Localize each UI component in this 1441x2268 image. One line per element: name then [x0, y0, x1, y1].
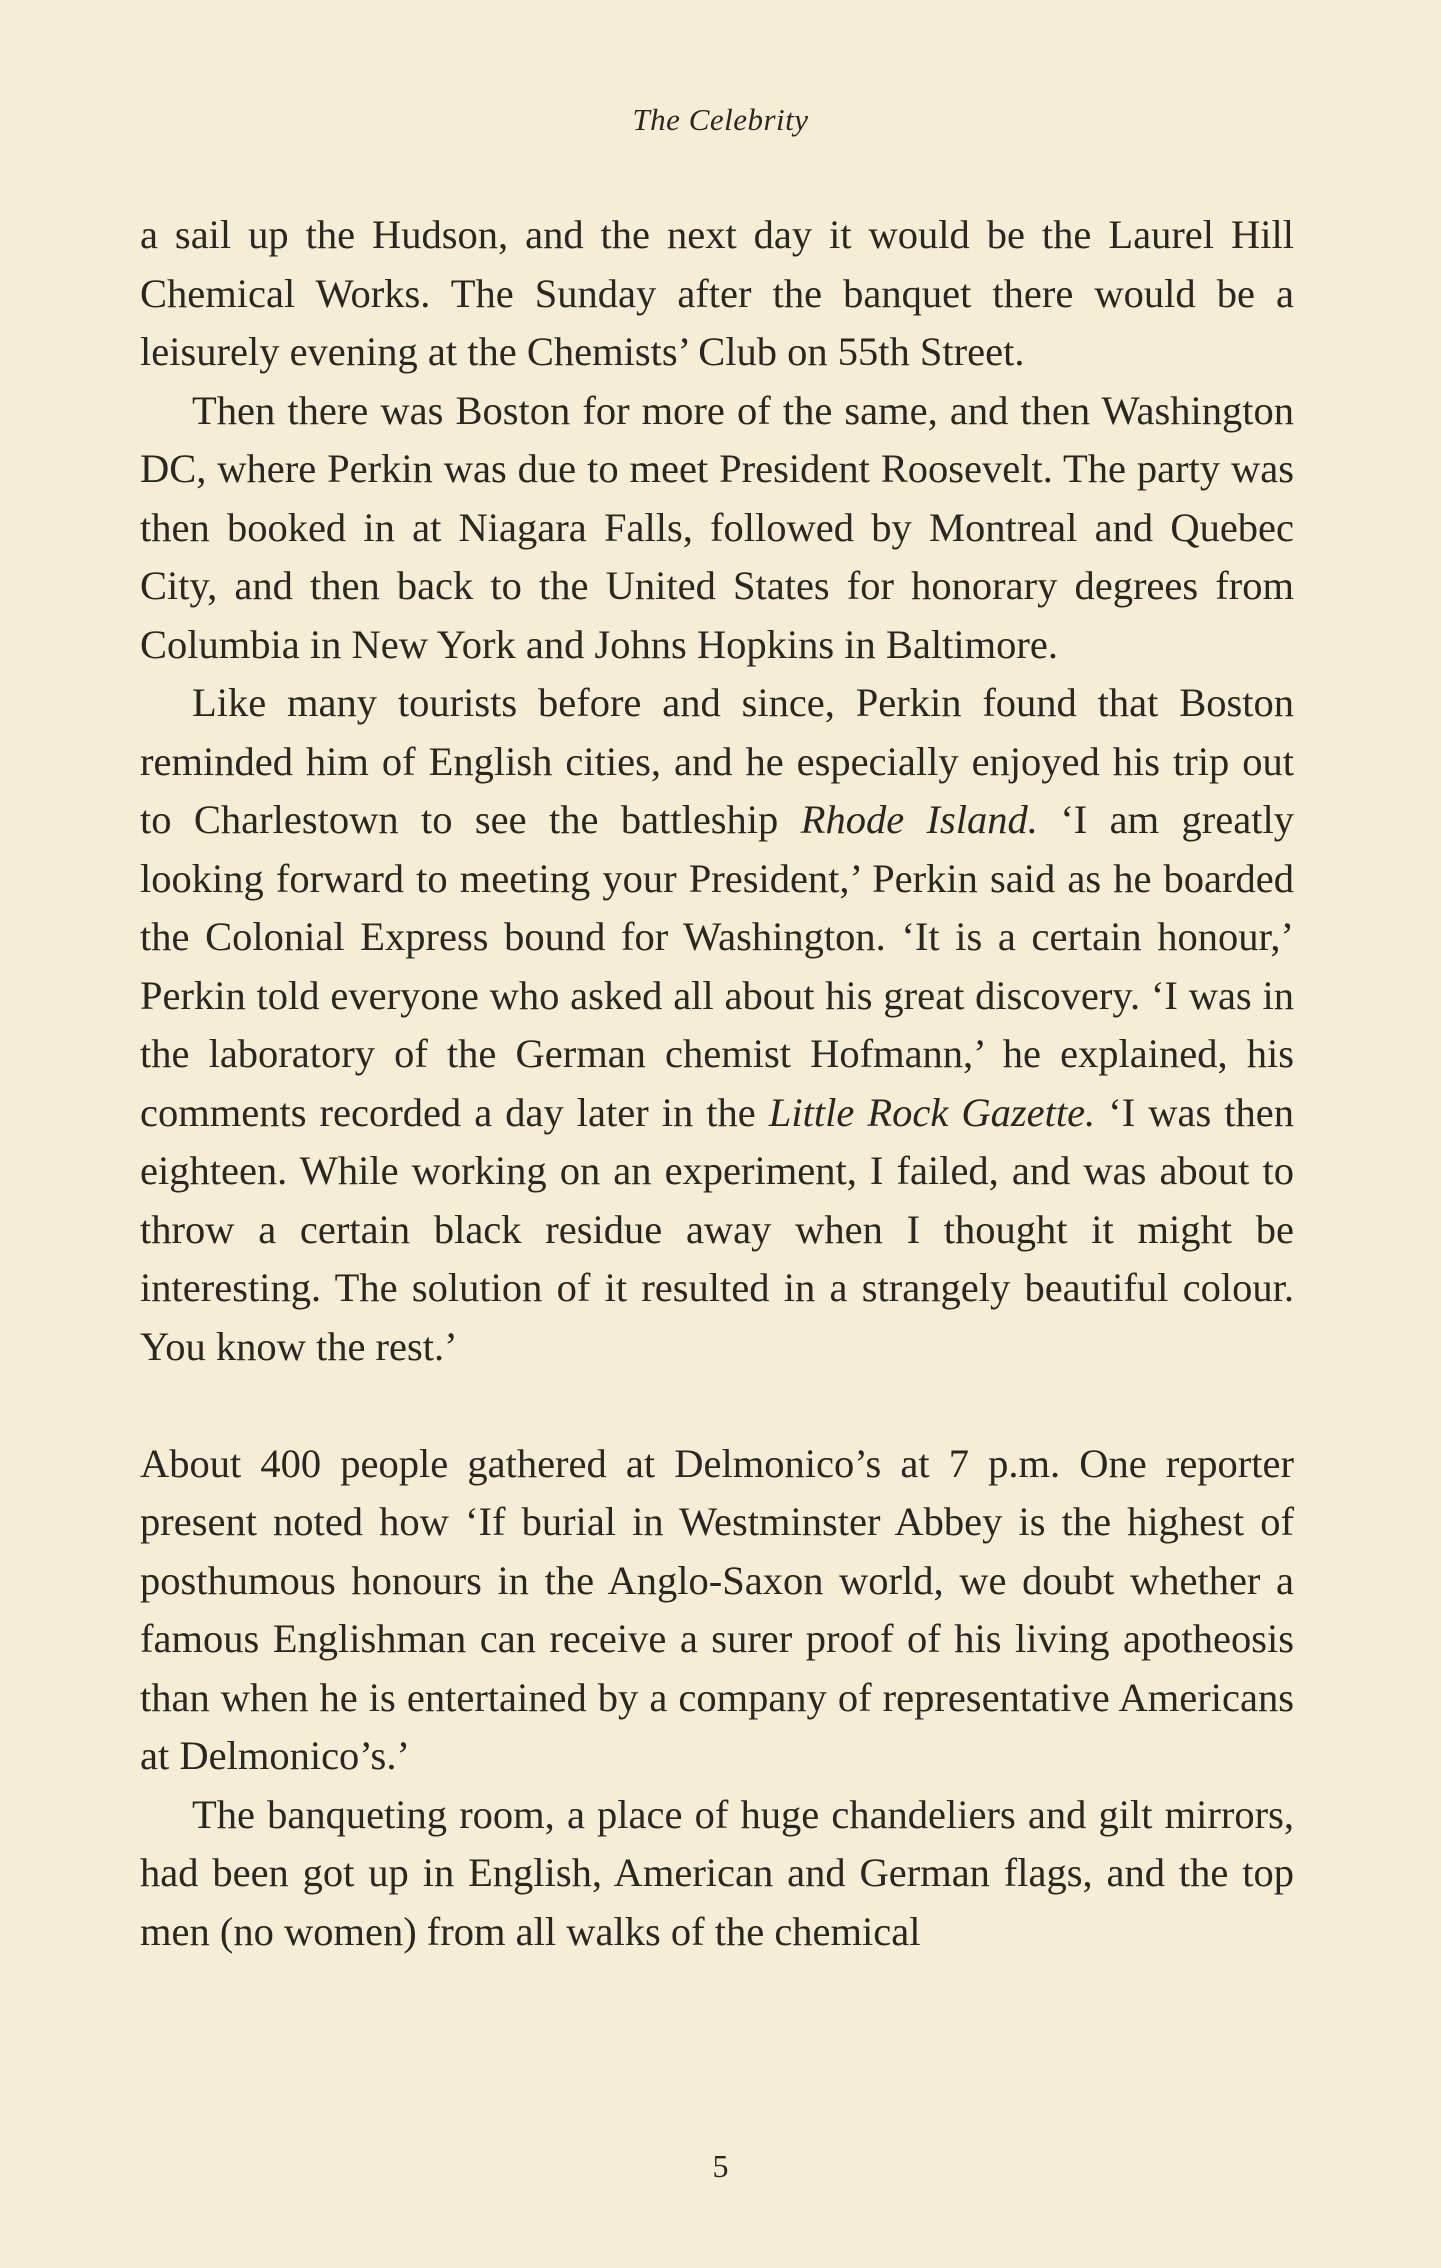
section-break	[140, 1376, 1294, 1435]
paragraph-text: About 400 people gathered at Delmonico’s at 7 p.m. One reporter present noted how ‘If burial in Westminster Abbey is the highest of posthumous honours in the Anglo-Saxon world, we doubt whether a famous Englishman can receive a surer proof of his living apotheosis than when he is entertained by a company of representative Americans at Delmonico’s.’	[140, 1440, 1294, 1778]
paragraph-5	[140, 1786, 1294, 1962]
italic-title-little-rock-gazette: Little Rock Gazette.	[768, 1089, 1096, 1135]
paragraph-text: Then there was Boston for more of the same, and then Washington DC, where Perkin was due to meet President Roosevelt. The party was then booked in at Niagara Falls, followed by Montreal and Quebec City, and then back to the United States for honorary degrees from Columbia in New York and Johns Hopkins in Baltimore.	[140, 387, 1294, 667]
italic-title-rhode-island: Rhode Island.	[800, 797, 1038, 842]
paragraph-4	[140, 1435, 1294, 1786]
paragraph-text: a sail up the Hudson, and the next day it would be the Laurel Hill Chemical Works. The Sunday after the banquet there would be a leisurely evening at the Chemists’ Club on 55th Street.	[140, 212, 1294, 374]
paragraph-2	[140, 382, 1294, 675]
paragraph-1	[140, 206, 1294, 382]
paragraph-3	[140, 674, 1294, 1376]
page-number: 5	[712, 2148, 729, 2184]
paragraph-text: ‘I was then eighteen. While working on an experiment, I failed, and was about to throw a certain black residue away when I thought it might be interesting. The solution of it resulted in a strangely beautiful colour. You know the rest.’	[140, 1089, 1295, 1369]
paragraph-text: The banqueting room, a place of huge chandeliers and gilt mirrors, had been got up in English, American and German flags, and the top men (no women) from all walks of the chemical	[140, 1791, 1294, 1954]
body-text	[140, 206, 1294, 1961]
paragraph-text: ‘I am greatly looking forward to meeting your President,’ Perkin said as he boarded the Colonial Express bound for Washington. ‘It is a certain honour,’ Perkin told everyone who asked all about his great discovery. ‘I was in the laboratory of the German chemist Hofmann,’ he explained, his comments recorded a day later in the	[140, 797, 1294, 1135]
paragraph-text: Like many tourists before and since, Perkin found that Boston reminded him of English cities, and he especially enjoyed his trip out to Charlestown to see the battleship	[140, 680, 1294, 842]
running-head: The Celebrity	[632, 102, 809, 137]
